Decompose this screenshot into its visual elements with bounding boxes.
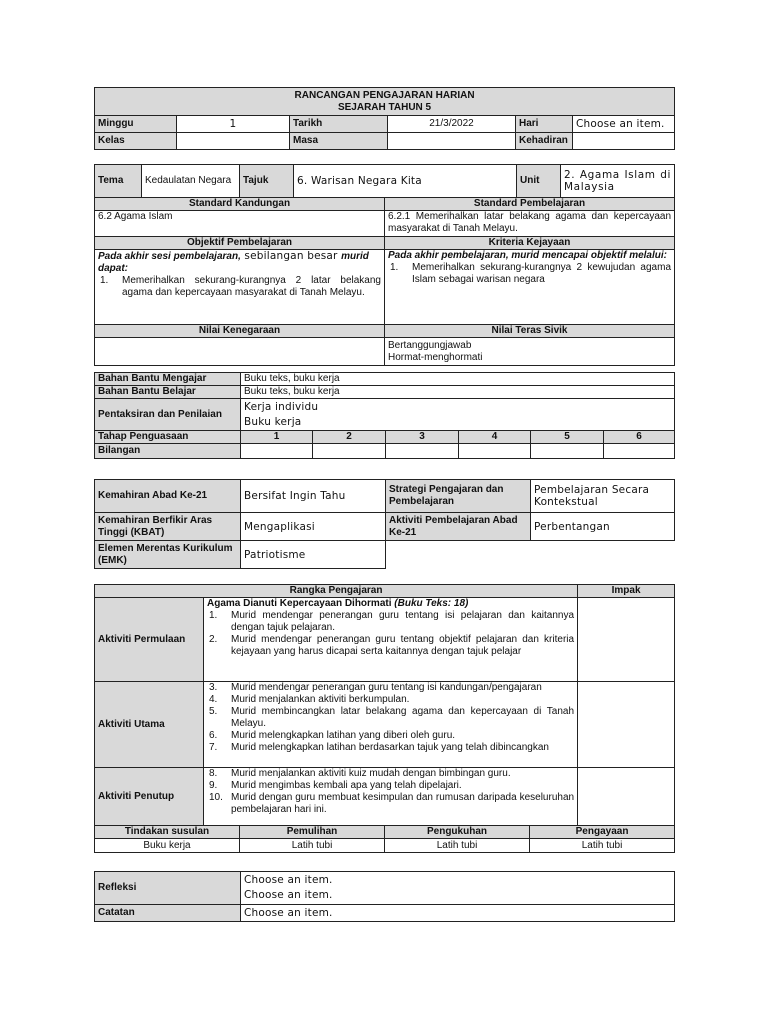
- bilangan-6[interactable]: [604, 444, 675, 459]
- header-table: [94, 87, 675, 150]
- bbb-label: Bahan Bantu Belajar: [95, 386, 241, 399]
- abad-value: Bersifat Ingin Tahu: [241, 480, 386, 513]
- kehadiran-value[interactable]: [573, 133, 675, 150]
- impak-label: Impak: [578, 585, 675, 598]
- bilangan-3[interactable]: [386, 444, 459, 459]
- kelas-label: Kelas: [95, 133, 177, 150]
- minggu-value[interactable]: 1: [177, 116, 290, 133]
- kehadiran-label: Kehadiran: [516, 133, 573, 150]
- kriteria-label: Kriteria Kejayaan: [385, 237, 675, 250]
- list-item: 5. Murid membincangkan latar belakang agama dan kepercayaan di Tanah Melayu.: [209, 706, 575, 729]
- header-title-cell: [95, 88, 675, 116]
- tahap-3: 3: [386, 431, 459, 444]
- topic-table: [94, 164, 675, 366]
- penutup-label: Aktiviti Penutup: [95, 768, 204, 826]
- lesson-title: Agama Dianuti Kepercayaan Dihormati (Buku Teks: 18): [207, 598, 469, 609]
- rangka-label: Rangka Pengajaran: [95, 585, 578, 598]
- nilai-teras-sivik-label: Nilai Teras Sivik: [385, 325, 675, 338]
- pengukuhan-label: Pengukuhan: [385, 826, 530, 839]
- objektif-label: Objektif Pembelajaran: [95, 237, 385, 250]
- bbm-value: Buku teks, buku kerja: [241, 373, 675, 386]
- bilangan-2[interactable]: [313, 444, 386, 459]
- utama-cell: [204, 682, 578, 768]
- objektif-cell: [95, 250, 385, 325]
- list-item: 6. Murid melengkapkan latihan yang diberi oleh guru.: [209, 730, 456, 741]
- nilai-kenegaraan-label: Nilai Kenegaraan: [95, 325, 385, 338]
- masa-label: Masa: [290, 133, 388, 150]
- tahap-1: 1: [241, 431, 313, 444]
- aktiviti-abad-label: Aktiviti Pembelajaran Abad Ke-21: [386, 513, 531, 541]
- impak-permulaan[interactable]: [578, 598, 675, 682]
- pemulihan-label: Pemulihan: [240, 826, 385, 839]
- list-item: 9. Murid mengimbas kembali apa yang telah dipelajari.: [209, 780, 462, 791]
- aktiviti-abad-value: Perbentangan: [531, 513, 675, 541]
- skills-table: [94, 479, 675, 569]
- refleksi-table: [94, 871, 675, 922]
- tindakan-susulan-value: Buku kerja: [95, 839, 240, 853]
- kriteria-cell: [385, 250, 675, 325]
- bilangan-4[interactable]: [459, 444, 531, 459]
- permulaan-label: Aktiviti Permulaan: [95, 598, 204, 682]
- hari-dropdown[interactable]: Choose an item.: [573, 116, 675, 133]
- strategi-label: Strategi Pengajaran dan Pembelajaran: [386, 480, 531, 513]
- pengayaan-value: Latih tubi: [530, 839, 675, 853]
- list-item: 8. Murid menjalankan aktiviti kuiz mudah dengan bimbingan guru.: [209, 768, 511, 779]
- tahap-4: 4: [459, 431, 531, 444]
- tahap-2: 2: [313, 431, 386, 444]
- objektif-item: 1. Memerihalkan sekurang-kurangnya 2 latar belakang agama dan kepercayaan masyarakat di Tanah Melayu.: [100, 275, 381, 298]
- list-item: 4. Murid menjalankan aktiviti berkumpulan.: [209, 694, 410, 705]
- resources-table: [94, 372, 675, 459]
- empty-cell: [386, 541, 531, 569]
- tema-label: Tema: [95, 165, 142, 198]
- pemulihan-value: Latih tubi: [240, 839, 385, 853]
- penutup-cell: [204, 768, 578, 826]
- kbat-label: Kemahiran Berfikir Aras Tinggi (KBAT): [95, 513, 241, 541]
- kriteria-item: 1. Memerihalkan sekurang-kurangnya 2 kewujudan agama Islam sebagai warisan negara: [390, 262, 672, 285]
- abad-label: Kemahiran Abad Ke-21: [95, 480, 241, 513]
- tahap-penguasaan-label: Tahap Penguasaan: [95, 431, 241, 444]
- list-item: 3. Murid mendengar penerangan guru tentang isi kandungan/pengajaran: [209, 682, 542, 693]
- standard-pembelajaran-label: Standard Pembelajaran: [385, 198, 675, 211]
- bilangan-1[interactable]: [241, 444, 313, 459]
- rangka-table: [94, 584, 675, 853]
- refleksi-dropdown-2[interactable]: Choose an item.: [244, 889, 333, 901]
- refleksi-dropdowns: [241, 872, 675, 905]
- refleksi-label: Refleksi: [95, 872, 241, 905]
- impak-penutup[interactable]: [578, 768, 675, 826]
- page-subtitle: SEJARAH TAHUN 5: [337, 101, 432, 113]
- tarikh-value[interactable]: 21/3/2022: [388, 116, 516, 133]
- permulaan-cell: [204, 598, 578, 682]
- list-item: 7. Murid melengkapkan latihan berdasarkan tajuk yang telah dibincangkan: [209, 742, 549, 753]
- tahap-6: 6: [604, 431, 675, 444]
- emk-value: Patriotisme: [241, 541, 386, 569]
- bbb-value: Buku teks, buku kerja: [241, 386, 675, 399]
- tema-value: Kedaulatan Negara: [142, 165, 240, 198]
- list-item: 1. Murid mendengar penerangan guru tentang isi pelajaran dan kaitannya dengan tajuk pelajaran.: [209, 610, 575, 633]
- tarikh-label: Tarikh: [290, 116, 388, 133]
- bilangan-5[interactable]: [531, 444, 604, 459]
- bbm-label: Bahan Bantu Mengajar: [95, 373, 241, 386]
- nilai-kenegaraan-value: [95, 338, 385, 366]
- pengayaan-label: Pengayaan: [530, 826, 675, 839]
- pengukuhan-value: Latih tubi: [385, 839, 530, 853]
- page-title: RANCANGAN PENGAJARAN HARIAN: [294, 89, 475, 101]
- list-item: 10. Murid dengan guru membuat kesimpulan dan rumusan daripada keseluruhan pembelajaran hari ini.: [209, 792, 575, 815]
- empty-cell: [531, 541, 675, 569]
- list-item: 2. Murid mendengar penerangan guru tentang objektif pelajaran dan kriteria kejayaan yang harus dicapai serta kaitannya dengan tajuk pelajar: [209, 634, 575, 657]
- standard-pembelajaran-value: 6.2.1 Memerihalkan latar belakang agama dan kepercayaan masyarakat di Tanah Melayu.: [385, 211, 675, 237]
- tahap-5: 5: [531, 431, 604, 444]
- tajuk-label: Tajuk: [240, 165, 294, 198]
- unit-value: 2. Agama Islam di Malaysia: [561, 165, 675, 198]
- nilai-teras-sivik-value: Bertanggungjawab Hormat-menghormati: [385, 338, 675, 366]
- kriteria-intro: Pada akhir pembelajaran, murid mencapai objektif melalui:: [388, 250, 667, 261]
- kelas-value[interactable]: [177, 133, 290, 150]
- impak-utama[interactable]: [578, 682, 675, 768]
- unit-label: Unit: [517, 165, 561, 198]
- pentaksiran-value: Kerja individu Buku kerja: [241, 399, 675, 431]
- bilangan-label: Bilangan: [95, 444, 241, 459]
- tindakan-susulan-label: Tindakan susulan: [95, 826, 240, 839]
- emk-label: Elemen Merentas Kurikulum (EMK): [95, 541, 241, 569]
- standard-kandungan-label: Standard Kandungan: [95, 198, 385, 211]
- kbat-value: Mengaplikasi: [241, 513, 386, 541]
- refleksi-dropdown-1[interactable]: Choose an item.: [244, 874, 333, 886]
- tajuk-value: 6. Warisan Negara Kita: [294, 165, 517, 198]
- minggu-label: Minggu: [95, 116, 177, 133]
- catatan-label: Catatan: [95, 905, 241, 922]
- standard-kandungan-value: 6.2 Agama Islam: [95, 211, 385, 237]
- objektif-intro: Pada akhir sesi pembelajaran, sebilangan besar murid dapat:: [98, 250, 369, 274]
- strategi-value: Pembelajaran Secara Kontekstual: [531, 480, 675, 513]
- hari-label: Hari: [516, 116, 573, 133]
- pentaksiran-label: Pentaksiran dan Penilaian: [95, 399, 241, 431]
- masa-value[interactable]: [388, 133, 516, 150]
- catatan-dropdown[interactable]: Choose an item.: [241, 905, 675, 922]
- utama-label: Aktiviti Utama: [95, 682, 204, 768]
